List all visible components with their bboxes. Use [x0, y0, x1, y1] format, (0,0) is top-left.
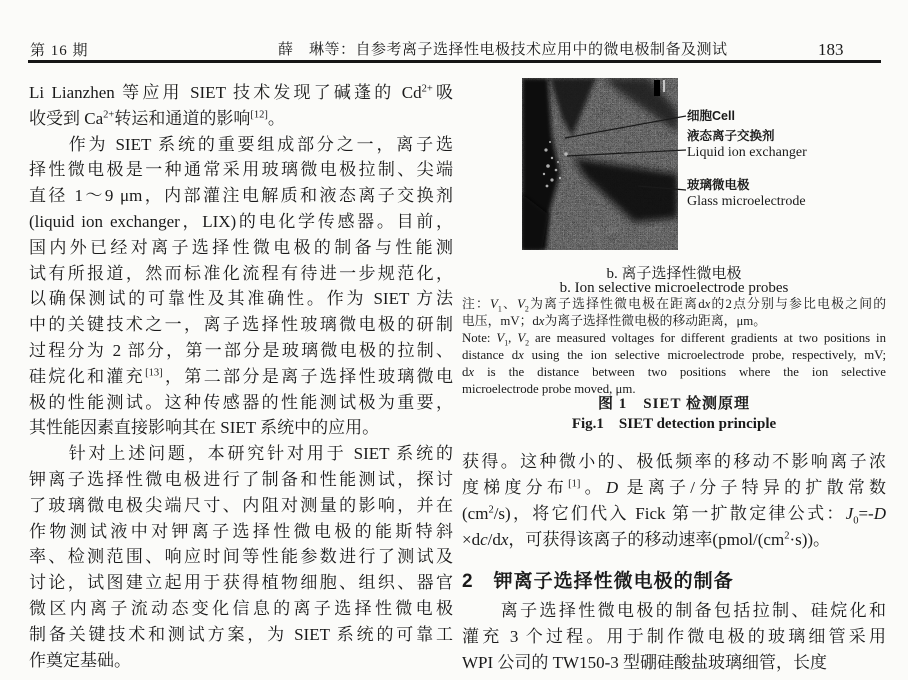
- text-line: microelectrode probe moved, μm.: [462, 382, 636, 396]
- header-page-number: 183: [818, 40, 844, 59]
- header-running-title: 薛 琳等：自参考离子选择性电极技术应用中的微电极制备及测试: [278, 42, 728, 58]
- figure-label-liquid-ion-exchanger: [687, 128, 807, 160]
- text-line: 讨论，试图建立起用于获得植物细胞、组织、器官: [29, 573, 453, 593]
- figure-label-glass-cn: 玻璃微电极: [687, 178, 750, 192]
- text-line: 作物测试液中对钾离子选择性微电极的能斯特斜: [29, 521, 453, 541]
- text-line: 其性能因素直接影响其在 SIET 系统中的应用。: [29, 418, 380, 438]
- figure-subcaption-en: b. Ion selective microelectrode probes: [559, 280, 789, 296]
- text-line: 作为 SIET 系统的重要组成部分之一，离子选: [29, 134, 453, 154]
- figure-label-liquid-en: Liquid ion exchanger: [687, 145, 807, 160]
- text-line: distance dx using the ion selective microelectrode probe, respectively, mV;: [462, 348, 886, 362]
- text-line: 灌充 3 个过程。用于制作微电极的玻璃细管采用: [462, 627, 886, 646]
- text-line: 试有所报道，然而标准化流程有待进一步规范化，: [29, 263, 453, 283]
- text-line: 微区内离子流动态变化信息的离子选择性微电极: [29, 598, 453, 618]
- text-line: 过程分为 2 部分，第一部分是玻璃微电极的拉制、: [29, 340, 453, 360]
- text-line: dx is the distance between two positions where the ion selective: [462, 365, 886, 379]
- text-line: 作奠定基础。: [29, 650, 131, 670]
- text-line: 极的性能测试。这种传感器的性能测试极为重要，: [29, 392, 453, 412]
- text-line: 了玻璃微电极尖端尺寸、内阻对测量的影响，并在: [29, 495, 453, 515]
- text-line: (liquid ion exchanger，LIX)的电化学传感器。目前，: [29, 211, 453, 231]
- text-line: WPI 公司的 TW150-3 型硼硅酸盐玻璃细管，长度: [462, 653, 828, 672]
- text-line: 注：$V_1$、$V_2$为离子选择性微电极在距离dx的2点分别与参比电极之间的: [462, 297, 887, 314]
- text-line: ×dc/dx，可获得该离子的移动速率$(pmol/(cm^2\cdot s))$。: [462, 530, 831, 549]
- section-heading-2: 2 钾离子选择性微电极的制备: [462, 571, 734, 592]
- text-line: 钾离子选择性微电极进行了制备和性能测试，探讨: [29, 469, 453, 489]
- text-line: 国内外已经对离子选择性微电极的制备与性能测: [29, 237, 453, 257]
- header-issue: 第 16 期: [30, 43, 89, 59]
- text-line: 率、检测范围、响应时间等性能参数进行了测试及: [29, 547, 453, 567]
- left-column: [29, 80, 453, 673]
- text-line: Li Lianzhen 等应用 SIET 技术发现了碱蓬的 $Cd^{2+}$吸: [29, 83, 453, 102]
- text-line: Note: $V_1$, $V_2$ are measured voltages for different gradients at two positions in: [462, 331, 886, 348]
- right-column: [462, 0, 886, 680]
- text-line: 直径 1～9 μm，内部灌注电解质和液态离子交换剂: [29, 186, 453, 206]
- micrograph-image: [522, 78, 678, 250]
- text-line: 电压，mV；dx为离子选择性微电极的移动距离，μm。: [462, 314, 767, 328]
- figure-label-glass-microelectrode: [687, 177, 806, 209]
- section-2-paragraph: [462, 598, 886, 676]
- text-line: 中的关键技术之一，离子选择性玻璃微电极的研制: [29, 315, 453, 335]
- figure-1: [462, 0, 886, 260]
- text-line: 择性微电极是一种通常采用玻璃微电极拉制、尖端: [29, 160, 453, 180]
- figure-caption-cn: 图 1 SIET 检测原理: [598, 396, 750, 412]
- text-line: 制备关键技术和测试方案，为 SIET 系统的可靠工: [29, 624, 453, 644]
- text-line: 硅烷化和灌充[13]，第二部分是离子选择性玻璃微电: [29, 366, 454, 386]
- text-line: 离子选择性微电极的制备包括拉制、硅烷化和: [462, 601, 886, 620]
- text-line: 针对上述问题，本研究针对用于 SIET 系统的: [29, 444, 453, 464]
- text-line: $(cm^2/s)$，将它们代入 Fick 第一扩散定律公式：$J_0=-D$: [462, 504, 886, 527]
- scale-bar-text: 100 μm: [588, 225, 619, 236]
- figure-label-cell: [687, 108, 735, 124]
- figure-label-liquid-cn: 液态离子交换剂: [687, 129, 775, 143]
- text-line: 度梯度分布[1]。D 是离子/分子特异的扩散常数: [462, 478, 887, 497]
- text-line: 收受到 $Ca^{2+}$转运和通道的影响[12]。: [29, 108, 285, 128]
- figure-label-glass-en: Glass microelectrode: [687, 194, 806, 209]
- right-body-paragraph: [462, 449, 886, 553]
- figure-label-cell-text: 细胞Cell: [687, 109, 735, 123]
- figure-subcaption-cn: b. 离子选择性微电极: [606, 266, 742, 282]
- figure-note: [462, 296, 886, 398]
- text-line: 获得。这种微小的、极低频率的移动不影响离子浓: [462, 452, 886, 471]
- text-line: 以确保测试的可靠性及其准确性。作为 SIET 方法: [29, 289, 453, 309]
- figure-caption-en: Fig.1 SIET detection principle: [571, 416, 777, 432]
